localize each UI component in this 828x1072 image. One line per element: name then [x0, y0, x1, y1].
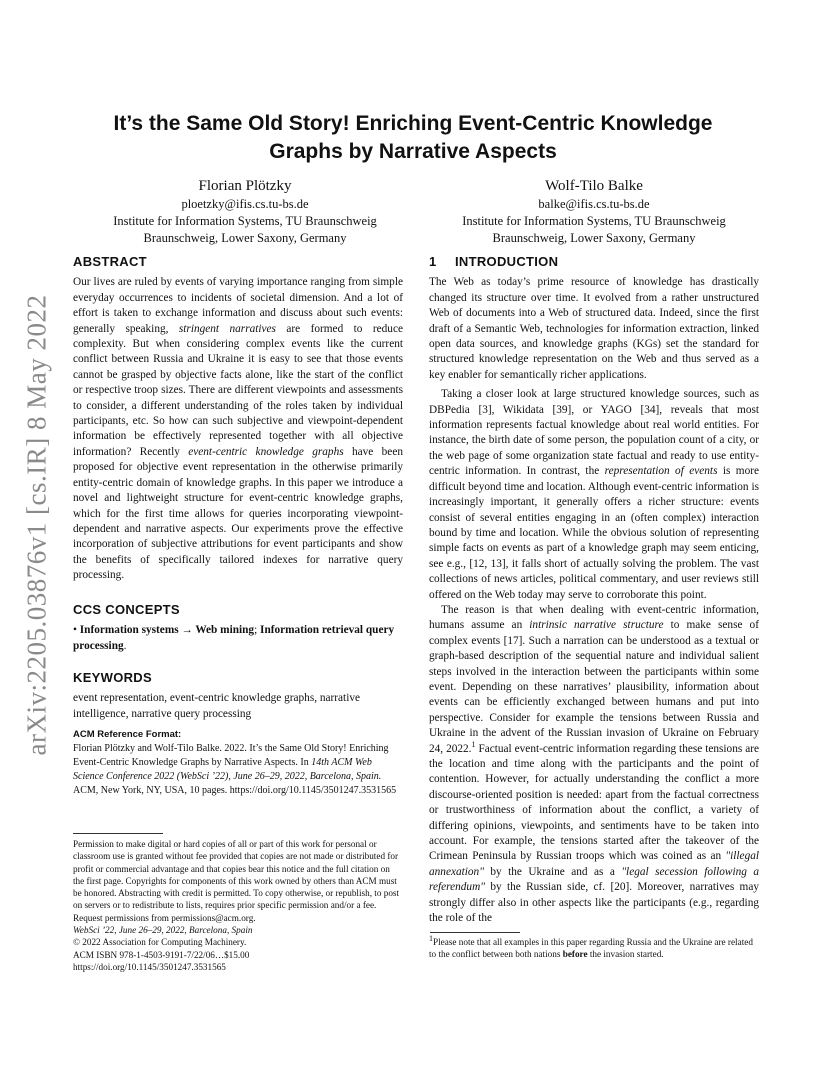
copyright-line: © 2022 Association for Computing Machinery. [73, 937, 247, 948]
author-affiliation: Institute for Information Systems, TU Braunschweig [113, 214, 377, 228]
ccs-heading: CCS CONCEPTS [73, 602, 180, 617]
footnote-rule-right [430, 932, 520, 933]
intro-paragraph-3: The reason is that when dealing with event-centric information, humans assume an intrinsic narrative structure to make sense of complex events [17]. Such a narration can be understood as a textual or graph-based description of the sequential nature and individual salient steps involved in the interaction between the participants within some event. Depending on these narratives’ plausibility, information about events can be efficiently exchanged between humans and put into perspective. Consider for example the tensions between Russia and Ukraine in the advent of the Russian invasion of Ukraine on February 24, 2022.$^1$ Factual event-centric information regarding these tensions are the location and time along with the participants and the point of contention. However, for actually understanding the conflict a more discourse-oriented position is needed: apart from the factual correctness or trustworthiness of information about the conflict, a variety of differing opinions, viewpoints, and sentiments have to be taken into account. For example, the tensions started after the takeover of the Crimean Peninsula by Russian troops which was coined as an "illegal annexation" by the Ukraine and as a "legal secession following a referendum" by the Russian side, cf. [20]. Moreover, narratives may strongly differ also in other aspects like the participants (e.g., regarding the role of the [429, 603, 759, 925]
conference-line: WebSci ’22, June 26–29, 2022, Barcelona, Spain [73, 925, 253, 936]
arxiv-id-text: arXiv:2205.03876v1 [cs.IR] 8 May 2022 [21, 294, 52, 756]
acm-ref-heading: ACM Reference Format: [73, 729, 182, 740]
author-name: Wolf-Tilo Balke [545, 178, 643, 194]
doi-line[interactable]: https://doi.org/10.1145/3501247.3531565 [73, 961, 226, 972]
author-location: Braunschweig, Lower Saxony, Germany [492, 231, 696, 245]
author-email[interactable]: ploetzky@ifis.cs.tu-bs.de [181, 197, 309, 211]
acm-ref-text: Florian Plötzky and Wolf-Tilo Balke. 2022. It’s the Same Old Story! Enriching Event-Centric Knowledge Graphs by Narrative Aspects. In 14th ACM Web Science Conference 2022 (WebSci ’22), June 26–29, 2022, Barcelona, Spain. ACM, New York, NY, USA, 10 pages. https://doi.org/10.1145/3501247.3531565 [73, 743, 397, 796]
abstract-heading: ABSTRACT [73, 254, 147, 269]
right-column [429, 254, 759, 926]
intro-paragraph-2: Taking a closer look at large structured knowledge sources, such as DBPedia [3], Wikidata [39], or YAGO [34], reveals that most information represents factual knowledge about real world entities. For instance, the birth date of some person, the population count of a city, or the web page of some organization state factual and ready to use entity-centric information. In contrast, the representation of events is more difficult beyond time and location. Although event-centric information is increasingly important, it generally offers a richer structure: events consist of several entities engaging in an (often complex) interaction bound by time and location. While the obvious solution of representing simple facts on events as part of a knowledge graph may seem enticing, see e.g., [12, 13], it falls short of actually solving the problem. The vast collections of news articles, political commentary, and user reviews still offered on the Web today may serve to corroborate this point. [429, 388, 759, 601]
isbn-line: ACM ISBN 978-1-4503-9191-7/22/06…$15.00 [73, 949, 250, 960]
footnote: $^1$Please note that all examples in this paper regarding Russia and the Ukraine are related to the conflict between both nations before the invasion started. [429, 933, 753, 960]
keywords-text: event representation, event-centric knowledge graphs, narrative intelligence, narrative query processing [73, 692, 361, 720]
intro-paragraph-1: The Web as today’s prime resource of knowledge has drastically changed its structure over time. It evolved from a rather unstructured Web of documents into a Web of structured data. Indeed, since the first draft of a Semantic Web, technologies for information extraction, linked open data sources, and knowledge graphs (KGs) set the standard for structured knowledge representation on the Web and thus served as a key enabler for semantically richer applications. [429, 276, 759, 381]
author-location: Braunschweig, Lower Saxony, Germany [143, 231, 347, 245]
author-affiliation: Institute for Information Systems, TU Braunschweig [462, 214, 726, 228]
abstract-text: Our lives are ruled by events of varying importance ranging from simple everyday occurrences to incidents of societal dimension. And a lot of effort is taken to exchange information and discuss about such events: generally speaking, stringent narratives are formed to reduce complexity. But when considering complex events like the current conflict between Russia and Ukraine it is easy to see that those events cannot be grasped by objective facts alone, like the start of the conflict or respective troop sizes. There are different viewpoints and assessments to consider, a different understanding of the roles taken by individual participants, etc. So how can such subjective and viewpoint-dependent information be effectively represented together with all objective information? Recently event-centric knowledge graphs have been proposed for objective event representation in the otherwise primarily entity-centric domain of knowledge graphs. In this paper we introduce a novel and lightweight structure for event-centric knowledge graphs, which for the first time allows for queries incorporating viewpoint-dependent and narrative aspects. Our experiments prove the effective incorporation of subjective attributions for event participants and show the benefits of specifically tailored indexes for narrative query processing. [73, 276, 403, 582]
ccs-section [73, 602, 403, 654]
permission-text: Permission to make digital or hard copies of all or part of this work for personal or classroom use is granted without fee provided that copies are not made or distributed for profit or commercial advantage and that copies bear this notice and the full citation on the first page. Copyrights for components of this work owned by others than ACM must be honored. Abstracting with credit is permitted. To copy otherwise, or republish, to post on servers or to redistribute to lists, requires prior specific permission and/or a fee. Request permissions from permissions@acm.org. [73, 839, 400, 923]
intro-heading: 1 INTRODUCTION [429, 254, 559, 269]
ccs-text: • Information systems → Web mining; Information retrieval query processing. [73, 624, 395, 652]
arxiv-side-label [14, 290, 60, 760]
author-email[interactable]: balke@ifis.cs.tu-bs.de [538, 197, 650, 211]
left-column [73, 254, 403, 584]
keywords-heading: KEYWORDS [73, 670, 152, 685]
footnote-rule [73, 833, 163, 834]
author-name: Florian Plötzky [198, 178, 292, 194]
author-block-1 [80, 176, 410, 247]
author-block-2 [429, 176, 759, 247]
keywords-section [73, 670, 403, 722]
permission-block [73, 838, 403, 973]
paper-title: It’s the Same Old Story! Enriching Event-Centric Knowledge Graphs by Narrative Aspects [113, 112, 713, 163]
acm-reference [73, 728, 403, 798]
